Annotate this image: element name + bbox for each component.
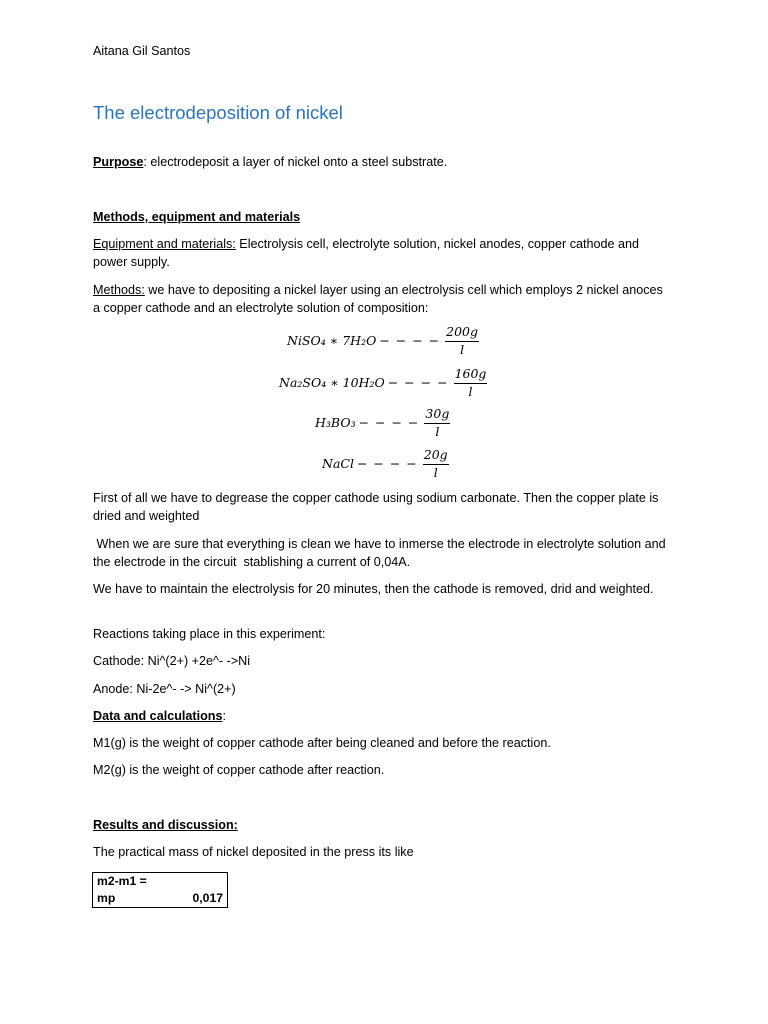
purpose-text: : electrodeposit a layer of nickel onto a steel substrate. [143, 155, 448, 169]
fraction-denominator: l [468, 384, 473, 399]
m2-definition: M2(g) is the weight of copper cathode after reaction. [93, 763, 385, 777]
equation-fraction [454, 366, 488, 399]
fraction-numerator: 20g [423, 447, 449, 465]
anode-reaction: Anode: Ni-2e^- -> Ni^(2+) [93, 682, 236, 696]
equation-dash: − − − − [379, 332, 441, 348]
immerse-paragraph: When we are sure that everything is clean we have to inmerse the electrode in electrolyte solution and the electrode in the circuit stablishing a current of 0,04A. [93, 537, 670, 569]
table-cell-label: m2-m1 = [97, 874, 147, 888]
maintain-paragraph: We have to maintain the electrolysis for 20 minutes, then the cathode is removed, drid and weighted. [93, 582, 654, 596]
equation-fraction [423, 447, 449, 480]
equation-lhs: NiSO₄ ∗ 7H₂O [287, 332, 377, 348]
fraction-numerator: 160g [454, 366, 488, 384]
methods-heading: Methods, equipment and materials [93, 210, 301, 224]
table-cell-label: mp [97, 891, 116, 905]
equipment-label: Equipment and materials: [93, 237, 236, 251]
equation-fraction [445, 324, 479, 357]
results-table [92, 872, 228, 908]
equation-h3bo3 [315, 406, 450, 439]
data-heading [93, 707, 673, 725]
reactions-intro: Reactions taking place in this experiment: [93, 627, 326, 641]
page-title: The electrodeposition of nickel [93, 102, 343, 123]
equation-dash: − − − − [356, 455, 418, 471]
equation-na2so4 [279, 366, 487, 399]
equipment-text: Electrolysis cell, electrolyte solution, nickel anodes, copper cathode and power supply. [93, 237, 640, 269]
equipment-paragraph [93, 235, 673, 271]
fraction-numerator: 30g [424, 406, 450, 424]
table-cell-value: 0,017 [192, 891, 223, 905]
purpose-label: Purpose [93, 155, 144, 169]
equation-dash: − − − − [358, 414, 420, 430]
equation-niso4 [287, 324, 479, 357]
m1-definition: M1(g) is the weight of copper cathode after being cleaned and before the reaction. [93, 736, 551, 750]
equation-lhs: Na₂SO₄ ∗ 10H₂O [279, 374, 385, 390]
equation-nacl [322, 447, 449, 480]
methods-text: we have to depositing a nickel layer using an electrolysis cell which employs 2 nickel anoces a copper cathode and an electrolyte solution of composition: [93, 283, 663, 315]
methods-label: Methods: [93, 283, 145, 297]
data-heading-suffix: : [222, 709, 226, 723]
results-heading: Results and discussion: [93, 818, 238, 832]
table-row [93, 873, 228, 891]
table-row [93, 890, 228, 908]
methods-paragraph [93, 281, 673, 317]
equation-fraction [424, 406, 450, 439]
fraction-denominator: l [460, 342, 465, 357]
degrease-paragraph: First of all we have to degrease the copper cathode using sodium carbonate. Then the copper plate is dried and weighted [93, 491, 659, 523]
data-heading-label: Data and calculations [93, 709, 223, 723]
equation-lhs: NaCl [322, 455, 354, 471]
fraction-numerator: 200g [445, 324, 479, 342]
author-name: Aitana Gil Santos [93, 44, 191, 58]
cathode-reaction: Cathode: Ni^(2+) +2e^- ->Ni [93, 654, 251, 668]
table-cell-value [173, 873, 227, 891]
practical-mass-text: The practical mass of nickel deposited in the press its like [93, 845, 414, 859]
equation-lhs: H₃BO₃ [315, 414, 356, 430]
purpose-paragraph [93, 153, 673, 171]
fraction-denominator: l [433, 465, 438, 480]
equation-dash: − − − − [387, 374, 449, 390]
fraction-denominator: l [435, 424, 440, 439]
